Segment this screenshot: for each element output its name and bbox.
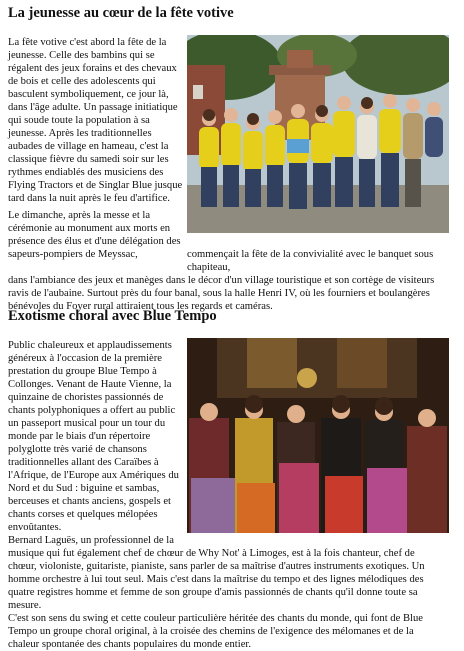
text-line: homme orchestre à lui tout seul. Mais c'est dans la maîtrise du tempo et des lignes mélodiques des xyxy=(8,574,424,585)
text-line: tard dans la nuit après le feu d'artifice. xyxy=(8,193,170,204)
text-line: Collonges. Venant de Haute Vienne, la xyxy=(8,379,172,390)
text-line: chants polyphoniques a offert au public xyxy=(8,405,176,416)
text-line: cérémonie au monument aux morts en xyxy=(8,223,171,234)
text-line: jeunesse. Celle des bambins qui se xyxy=(8,50,155,61)
text-line: ravis de l'aubaine. Surtout près du four banal, sous la halle Henri IV, où les fourniers et boulangères xyxy=(8,288,430,299)
section1-left-paragraph xyxy=(8,36,190,205)
text-line: monde par le biais d'un répertoire xyxy=(8,431,151,442)
choir-photo xyxy=(187,338,449,533)
text-line: dans l'ambiance des jeux et manèges dans le décor d'un village touristique et son cortège de visiteurs xyxy=(8,275,435,286)
text-line: un passeport musical pour un tour du xyxy=(8,418,166,429)
text-line: La fête votive c'est abord la fête de la xyxy=(8,37,167,48)
text-line: bénévoles du Foyer rural attiraient tous les regards et caméras. xyxy=(8,301,273,312)
text-line: Bernard Laguës, un professionnel de la xyxy=(8,535,174,546)
text-line: l'Afrique, de l'Europe aux Amériques du xyxy=(8,470,179,481)
youth-group-photo xyxy=(187,35,449,233)
section1-second-paragraph-full xyxy=(8,248,454,313)
text-line: chœur, violoniste, guitariste, pianiste, sans parler de sa maîtrise d'autres instruments exotiques. Un xyxy=(8,561,425,572)
text-line: quinzaine de choristes passionnés de xyxy=(8,392,164,403)
text-line: Flying Tractors et de Singlar Blue jusque xyxy=(8,180,183,191)
section2-full-paragraph-1 xyxy=(8,534,458,612)
text-line: quatre registres homme et femme de son groupe d'amis passionnés de chants qu'il donne toute sa xyxy=(8,587,418,598)
section2-left-paragraph xyxy=(8,339,190,534)
text-line: Tempo un groupe choral original, à la croisée des chemins de l'exigence des mélomanes et de la xyxy=(8,626,414,637)
text-line: dans l'âge adulte. Un passage initiatique xyxy=(8,102,178,113)
second-paragraph-inline-rest: commençait la fête de la convivialité avec le banquet sous chapiteau, xyxy=(187,249,434,273)
text-line: classique fièvre du samedi soir sur les xyxy=(8,154,169,165)
text-line: de bois et celle des adolescents qui xyxy=(8,76,156,87)
text-line: mesure. xyxy=(8,600,42,611)
text-line: Public chaleureux et applaudissements xyxy=(8,340,172,351)
text-line: prestation du groupe Blue Tempo à xyxy=(8,366,157,377)
section1-title: La jeunesse au cœur de la fête votive xyxy=(8,5,234,21)
text-line: aubades de village en hameau, c'est la xyxy=(8,141,169,152)
text-line: généreux à l'occasion de la première xyxy=(8,353,162,364)
section2-full-paragraph-2 xyxy=(8,612,458,651)
text-line: polyglotte très varié de chansons xyxy=(8,444,147,455)
text-line: chants corses et quelques mélopées xyxy=(8,509,158,520)
text-line: présence des élus et d'une délégation des xyxy=(8,236,181,247)
text-line: berceuses et chants anciens, gospels et xyxy=(8,496,171,507)
text-line: Le dimanche, après la messe et la xyxy=(8,210,151,221)
text-line: jeunesse. Après les traditionnelles xyxy=(8,128,152,139)
text-line: qui soude toute la population à sa xyxy=(8,115,150,126)
text-line: rythmes endiablés des musiciens des xyxy=(8,167,164,178)
text-line: chaleur spontanée des chants populaires du monde entier. xyxy=(8,639,251,650)
text-line: C'est son sens du swing et cette couleur particulière héritée des chants du monde, qui font de Blue xyxy=(8,613,423,624)
text-line: Nord et du Sud : biguine et sambas, xyxy=(8,483,160,494)
text-line: régalent des jeux forains et des chevaux xyxy=(8,63,177,74)
text-line: basculent symboliquement, ce jour là, xyxy=(8,89,169,100)
text-line: envoûtantes. xyxy=(8,522,62,533)
text-line: sapeurs-pompiers de Meyssac, xyxy=(8,249,138,260)
text-line: musique qui fut également chef de chœur de Why Not' à Limoges, est à la fois chanteur, chef de xyxy=(8,548,415,559)
section2-title: Exotisme choral avec Blue Tempo xyxy=(8,308,217,324)
text-line: traditionnelles allant des Caraïbes à xyxy=(8,457,159,468)
